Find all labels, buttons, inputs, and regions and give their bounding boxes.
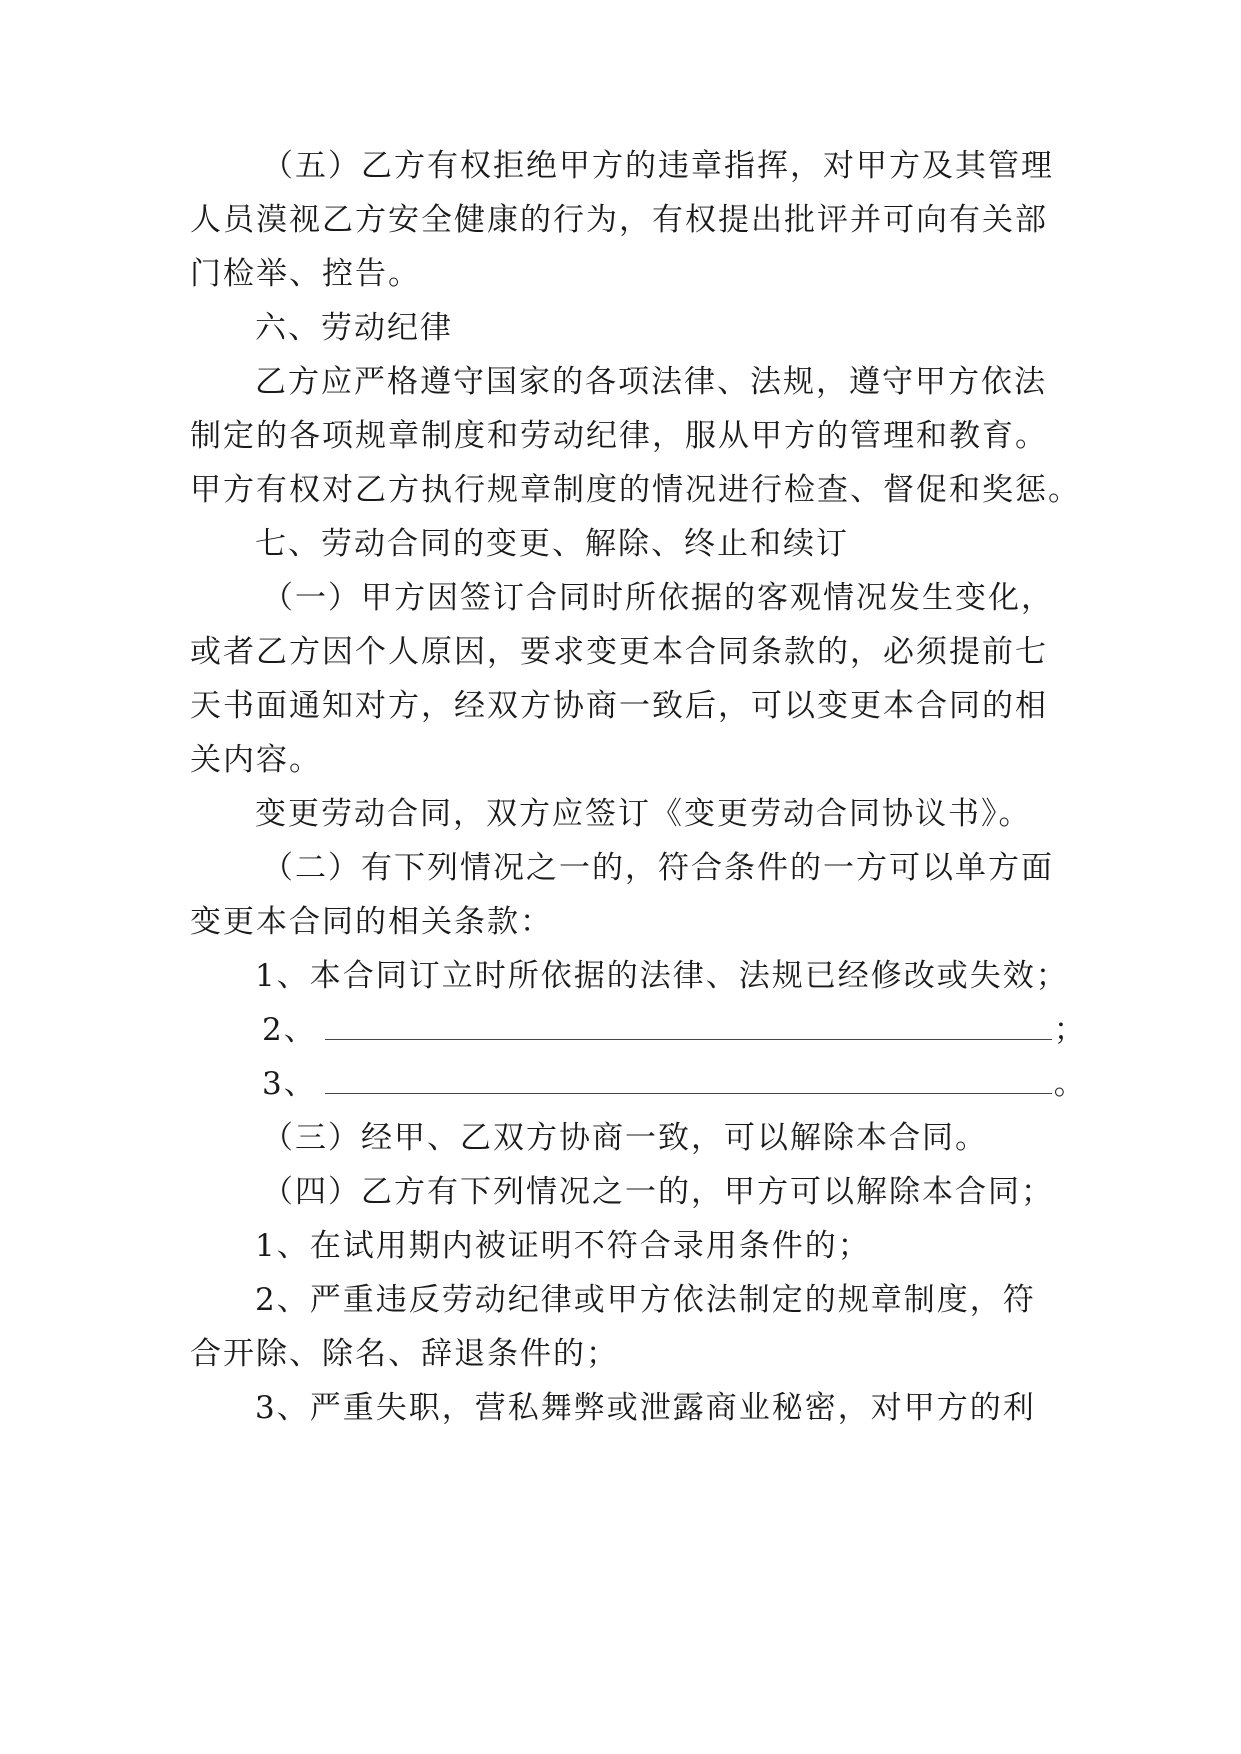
- fill-in-blank[interactable]: [325, 1015, 1052, 1040]
- section-heading: 七、劳动合同的变更、解除、终止和续订: [255, 526, 849, 562]
- paragraph-line: （二）有下列情况之一的，符合条件的一方可以单方面: [262, 850, 1054, 886]
- paragraph-line: （四）乙方有下列情况之一的，甲方可以解除本合同；: [262, 1174, 1054, 1210]
- paragraph-line: 乙方应严格遵守国家的各项法律、法规，遵守甲方依法: [255, 364, 1047, 400]
- paragraph-line: （一）甲方因签订合同时所依据的客观情况发生变化，: [262, 580, 1054, 616]
- paragraph-line: 合开除、除名、辞退条件的；: [190, 1336, 619, 1372]
- paragraph-line: 天书面通知对方，经双方协商一致后，可以变更本合同的相: [190, 688, 1048, 724]
- paragraph-line: 变更劳动合同，双方应签订《变更劳动合同协议书》。: [255, 796, 1032, 832]
- paragraph-line: 人员漠视乙方安全健康的行为，有权提出批评并可向有关部: [190, 202, 1048, 238]
- blank-number: 3、: [262, 1066, 317, 1102]
- paragraph-line: 关内容。: [190, 742, 322, 778]
- paragraph-line: （五）乙方有权拒绝甲方的违章指挥，对甲方及其管理: [262, 148, 1054, 184]
- blank-end: ；: [1053, 1012, 1087, 1048]
- paragraph-line: 甲方有权对乙方执行规章制度的情况进行检查、督促和奖惩。: [190, 472, 1081, 508]
- fill-in-blank[interactable]: [325, 1069, 1052, 1094]
- list-item: 1、本合同订立时所依据的法律、法规已经修改或失效；: [255, 958, 1069, 994]
- blank-list-item: [262, 1010, 1087, 1050]
- blank-end: 。: [1053, 1066, 1087, 1102]
- paragraph-line: 门检举、控告。: [190, 256, 421, 292]
- section-heading: 六、劳动纪律: [255, 310, 453, 346]
- list-item: 1、在试用期内被证明不符合录用条件的；: [255, 1228, 871, 1264]
- paragraph-line: 变更本合同的相关条款：: [190, 904, 553, 940]
- list-item: 3、严重失职，营私舞弊或泄露商业秘密，对甲方的利: [255, 1390, 1036, 1426]
- blank-list-item: [262, 1064, 1087, 1104]
- paragraph-line: （三）经甲、乙双方协商一致，可以解除本合同。: [262, 1120, 988, 1156]
- paragraph-line: 或者乙方因个人原因，要求变更本合同条款的，必须提前七: [190, 634, 1048, 670]
- list-item: 2、严重违反劳动纪律或甲方依法制定的规章制度，符: [255, 1282, 1036, 1318]
- blank-number: 2、: [262, 1012, 317, 1048]
- paragraph-line: 制定的各项规章制度和劳动纪律，服从甲方的管理和教育。: [190, 418, 1048, 454]
